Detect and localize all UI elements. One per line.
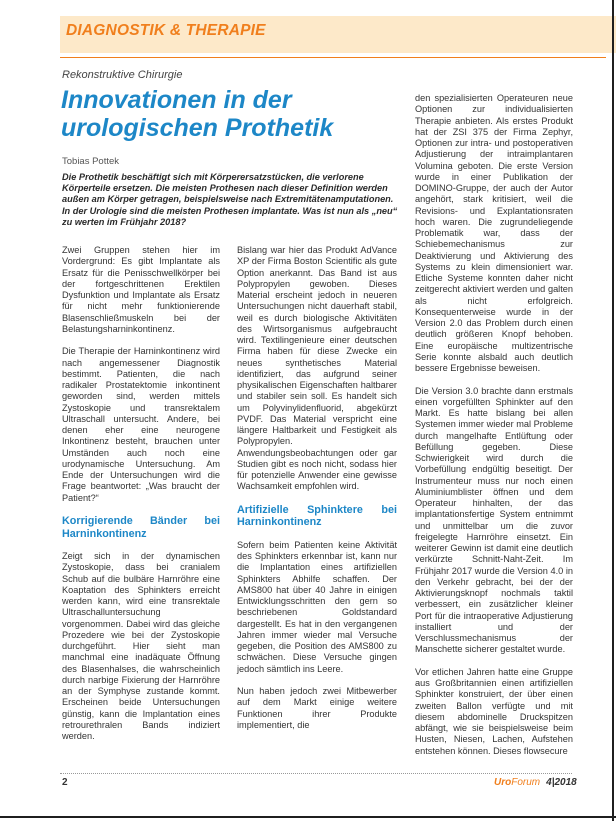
article-author: Tobias Pottek bbox=[62, 156, 120, 167]
section-label: DIAGNOSTIK & THERAPIE bbox=[66, 22, 266, 39]
paragraph: Nun haben jedoch zwei Mitbewerber auf dem Markt einige weitere Funktionen ihrer Produkte implementiert, die bbox=[237, 686, 397, 730]
text-column-1 bbox=[62, 245, 220, 754]
journal-name bbox=[494, 777, 577, 788]
subheading: Artifizielle Sphinktere bei Harninkontinenz bbox=[237, 503, 397, 529]
text-column-3 bbox=[415, 93, 573, 768]
paragraph: Die Therapie der Harninkontinenz wird nach angemessener Diagnostik bestimmt. Patienten, die nach radikaler Prostatektomie inkontinent geworden sind, werden mittels Zystoskopie und transrektalem Ultraschall untersucht. Andere, bei denen eher eine neurogene Inkontinenz besteht, brauchen unter Umständen auch noch eine urodynamische Untersuchung. Am Ende der Untersuchungen wird die Frage beantwortet: „Was braucht der Patient?“ bbox=[62, 346, 220, 503]
paragraph: Sofern beim Patienten keine Aktivität des Sphinkters erkennbar ist, kann nur die Implantation eines artifiziellen Sphinkters Abhilfe schaffen. Der AMS800 hat über 40 Jahre in einigen Entwicklungsschritten den gern so beschriebenen Goldstandard dargestellt. Es hat in den vergangenen Jahren immer wieder mal Versuche gegeben, die Position des AMS800 zu schwächen. Diese Versuche gingen jedoch sämtlich ins Leere. bbox=[237, 539, 397, 674]
page-edge-right bbox=[612, 0, 614, 821]
journal-name-forum: Forum bbox=[511, 777, 541, 788]
article-kicker: Rekonstruktive Chirurgie bbox=[62, 69, 183, 81]
article-title-line-1: Innovationen in der bbox=[61, 86, 292, 114]
article-lead: Die Prothetik beschäftigt sich mit Körperersatzstücken, die verlorene Körperteile ersetzen. Die meisten Prothesen nach dieser Definition werden außen am Körper getragen, beispielsweise nach Extremitätenamputationen. In der Urologie sind die meisten Prothesen implantate. Was ist nun als „neu“ zu werten im Frühjahr 2018? bbox=[62, 172, 398, 227]
page-number: 2 bbox=[62, 777, 68, 788]
article-title-line-2: urologischen Prothetik bbox=[61, 114, 334, 142]
paragraph: Bislang war hier das Produkt AdVance XP der Firma Boston Scientific als gute Option anerkannt. Das Band ist aus Polypropylen gewoben. Dieses Material erscheint jedoch in neueren Untersuchungen nicht dauerhaft stabil, weil es durch biologische Aktivitäten des Wirtsorganismus aufgebraucht wird. Textilingenieure einer deutschen Firma haben für diese Zwecke ein neues synthetisches Material identifiziert, das aufgrund seiner physikalischen Eigenschaften haltbarer und stabiler sein soll. Es handelt sich um Polyvinylidenfluorid, abgekürzt PVDF. Das Material verspricht eine längere Haltbarkeit und Festigkeit als Polypropylen. Anwendungsbeobachtungen oder gar Studien gibt es noch nicht, sodass hier für potenzielle Anwender eine gewisse Wachsamkeit empfohlen wird. bbox=[237, 245, 397, 492]
subheading: Korrigierende Bänder bei Harninkontinenz bbox=[62, 515, 220, 540]
page-edge-bottom bbox=[0, 816, 616, 818]
header-rule bbox=[60, 57, 606, 58]
text-column-2 bbox=[237, 245, 397, 742]
paragraph: Zwei Gruppen stehen hier im Vordergrund: Es gibt Implantate als Ersatz für die Penisschwellkörper bei der fortgeschrittenen Erektilen Dysfunktion und Implantate als Ersatz für nicht mehr funktionierende Blasenschließmuskeln bei der Belastungsharninkontinenz. bbox=[62, 245, 220, 334]
article-title bbox=[61, 86, 401, 142]
paragraph: Die Version 3.0 brachte dann erstmals einen vorgefüllten Sphinkter auf den Markt. Es hatte bislang bei allen Systemen immer wieder mal Probleme durch mangelhafte Entlüftung oder Befüllung gegeben. Diese Schwierigkeit wird durch die Vorbefüllung endgültig beseitigt. Der Instrumenteur muss nur noch einen Aluminiumblister öffnen und dem Operateur hinhalten, der das implantationsfertige System entnimmt und unmittelbar um die zuvor freigelegte Harnröhre einsetzt. Ein weiterer Gewinn ist damit eine deutlich verkürzte Schnitt-Naht-Zeit. Im Frühjahr 2017 wurde die Version 4.0 in den Verkehr gebracht, bei der der Aktivierungsknopf nochmals taktil verbessert, ein zusätzlicher kleiner Port für die intraoperative Adjustierung installiert und der Verschlussmechanismus der Manschette sicherer gestaltet wurde. bbox=[415, 385, 573, 655]
paragraph: den spezialisierten Operateuren neue Optionen zur individualisierten Therapie anbieten. Als erstes Produkt hat der ZSI 375 der Firma Zephyr, Optionen zur intra- und postoperativen Adjustierung der intraimplantaren Volumina geboten. Die erste Version wurde in einer Publikation der DOMINO-Gruppe, der auch der Autor angehört, stark kritisiert, weil die Revisions- und Explantationsraten hoch waren. Die zugrundeliegende Problematik war, dass der Schiebemechanismus zur Deaktivierung und Aktivierung des Systems zu klein dimensioniert war. Etliche Systeme konnten daher nicht zeitgerecht aktiviert werden und galten als nicht erfolgreich. Konsequenterweise wurde in der Version 2.0 das Problem durch einen deutlich größeren Knopf behoben. Eine europäische multizentrische Serie konnte alsbald auch deutlich bessere Ergebnisse beweisen. bbox=[415, 93, 573, 373]
footer-rule bbox=[60, 773, 572, 774]
paragraph: Vor etlichen Jahren hatte eine Gruppe aus Großbritannien einen artifiziellen Sphinkter konstruiert, der über einen zweiten Ballon verfügte und mit diesem abdominelle Druckspitzen abfängt, wie sie beispielsweise beim Husten, Niesen, Lachen, Aufstehen entstehen können. Dieses flowsecure bbox=[415, 666, 573, 756]
journal-issue: 4|2018 bbox=[546, 777, 577, 788]
journal-name-uro: Uro bbox=[494, 777, 512, 788]
paragraph: Zeigt sich in der dynamischen Zystoskopie, dass bei cranialem Schub auf die bulbäre Harnröhre eine Koaptation des Sphinkters erreicht werden kann, wird eine transrektale Ultraschalluntersuchung vorgenommen. Dabei wird das gleiche Prozedere wie bei der Zystoskopie durchgeführt. Hier sieht man manchmal eine inadäquate Öffnung des Blasenhalses, die wahrscheinlich durch narbige Fixierung der Harnröhre an der Symphyse zustande kommt. Erscheinen beide Untersuchungen günstig, kann die Implantation eines retrourethralen Bands indiziert werden. bbox=[62, 551, 220, 741]
